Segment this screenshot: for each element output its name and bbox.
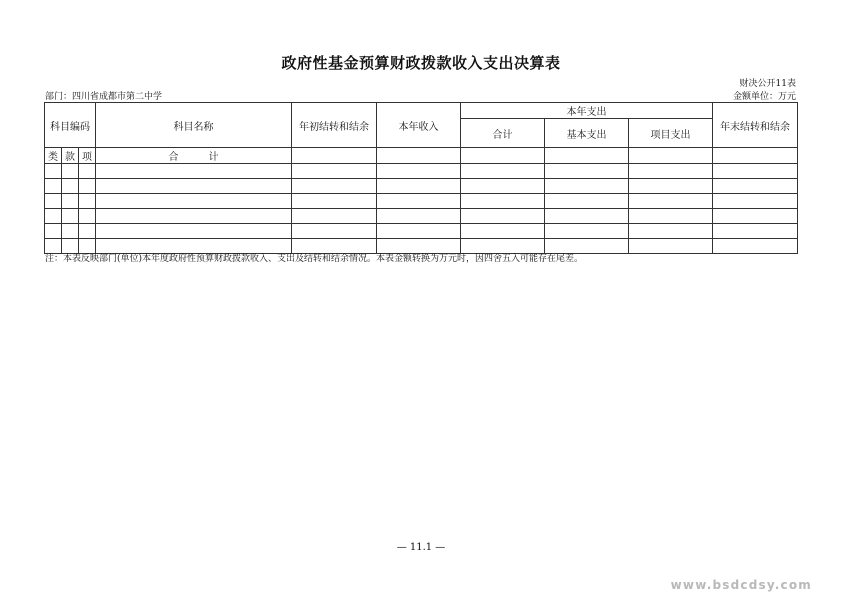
table-cell <box>292 164 377 179</box>
table-cell <box>545 209 629 224</box>
total-cell <box>377 148 461 164</box>
table-row <box>45 179 798 194</box>
total-cell <box>292 148 377 164</box>
table-cell <box>629 224 713 239</box>
table-cell <box>461 209 545 224</box>
table-cell <box>292 194 377 209</box>
table-row <box>45 164 798 179</box>
table-row <box>45 194 798 209</box>
table-cell <box>45 224 62 239</box>
table-cell <box>461 164 545 179</box>
total-cell <box>545 148 629 164</box>
table-cell <box>292 224 377 239</box>
total-cell <box>713 148 798 164</box>
department-label: 部门：四川省成都市第二中学 <box>45 92 163 102</box>
page-number: — 11.1 — <box>396 542 446 553</box>
table-cell <box>629 209 713 224</box>
table-cell <box>62 194 79 209</box>
sub-header-section: 款 <box>62 148 79 164</box>
table-cell <box>629 239 713 254</box>
form-code: 财决公开11表 <box>739 79 796 89</box>
header-subject-code: 科目编码 <box>45 103 96 148</box>
header-project-expenditure: 项目支出 <box>629 119 713 148</box>
table-cell <box>79 224 96 239</box>
site-watermark: www.bsdcdsy.com <box>670 578 812 592</box>
table-row <box>45 209 798 224</box>
table-cell <box>713 209 798 224</box>
table-cell <box>545 194 629 209</box>
header-basic-expenditure: 基本支出 <box>545 119 629 148</box>
table-cell <box>45 164 62 179</box>
table-cell <box>62 209 79 224</box>
table-cell <box>713 224 798 239</box>
table-cell <box>96 194 292 209</box>
table-cell <box>79 209 96 224</box>
table-cell <box>79 164 96 179</box>
header-current-income: 本年收入 <box>377 103 461 148</box>
total-label: 合 计 <box>96 148 292 164</box>
total-cell <box>461 148 545 164</box>
header-opening-balance: 年初结转和结余 <box>292 103 377 148</box>
table-cell <box>45 179 62 194</box>
table-cell <box>377 194 461 209</box>
table-cell <box>713 179 798 194</box>
table-cell <box>713 164 798 179</box>
table-cell <box>545 224 629 239</box>
table-cell <box>713 239 798 254</box>
table-cell <box>629 164 713 179</box>
sub-header-item: 项 <box>79 148 96 164</box>
table-note: 注：本表反映部门(单位)本年度政府性预算财政拨款收入、支出及结转和结余情况。本表金额转换为万元时，因四舍五入可能存在尾差。 <box>45 254 584 264</box>
table-cell <box>96 164 292 179</box>
table-cell <box>292 179 377 194</box>
table-cell <box>377 224 461 239</box>
table-cell <box>629 194 713 209</box>
table-cell <box>292 209 377 224</box>
header-total: 合计 <box>461 119 545 148</box>
table-cell <box>461 179 545 194</box>
table-cell <box>62 164 79 179</box>
total-cell <box>629 148 713 164</box>
table-cell <box>79 194 96 209</box>
table-cell <box>545 179 629 194</box>
fund-budget-table <box>44 102 798 254</box>
table-cell <box>377 179 461 194</box>
table-cell <box>629 179 713 194</box>
header-closing-balance: 年末结转和结余 <box>713 103 798 148</box>
document-title: 政府性基金预算财政拨款收入支出决算表 <box>281 54 561 72</box>
table-cell <box>79 179 96 194</box>
table-cell <box>545 164 629 179</box>
table-cell <box>62 179 79 194</box>
amount-unit: 金额单位：万元 <box>732 92 796 102</box>
table-row <box>45 224 798 239</box>
table-cell <box>713 194 798 209</box>
table-cell <box>377 164 461 179</box>
total-row <box>45 148 798 164</box>
table-cell <box>96 209 292 224</box>
table-cell <box>377 209 461 224</box>
header-subject-name: 科目名称 <box>96 103 292 148</box>
table-cell <box>461 194 545 209</box>
table-cell <box>96 179 292 194</box>
table-cell <box>96 224 292 239</box>
table-cell <box>45 194 62 209</box>
table-cell <box>62 224 79 239</box>
table-cell <box>45 209 62 224</box>
table-cell <box>461 224 545 239</box>
sub-header-class: 类 <box>45 148 62 164</box>
header-current-expenditure: 本年支出 <box>461 103 713 119</box>
